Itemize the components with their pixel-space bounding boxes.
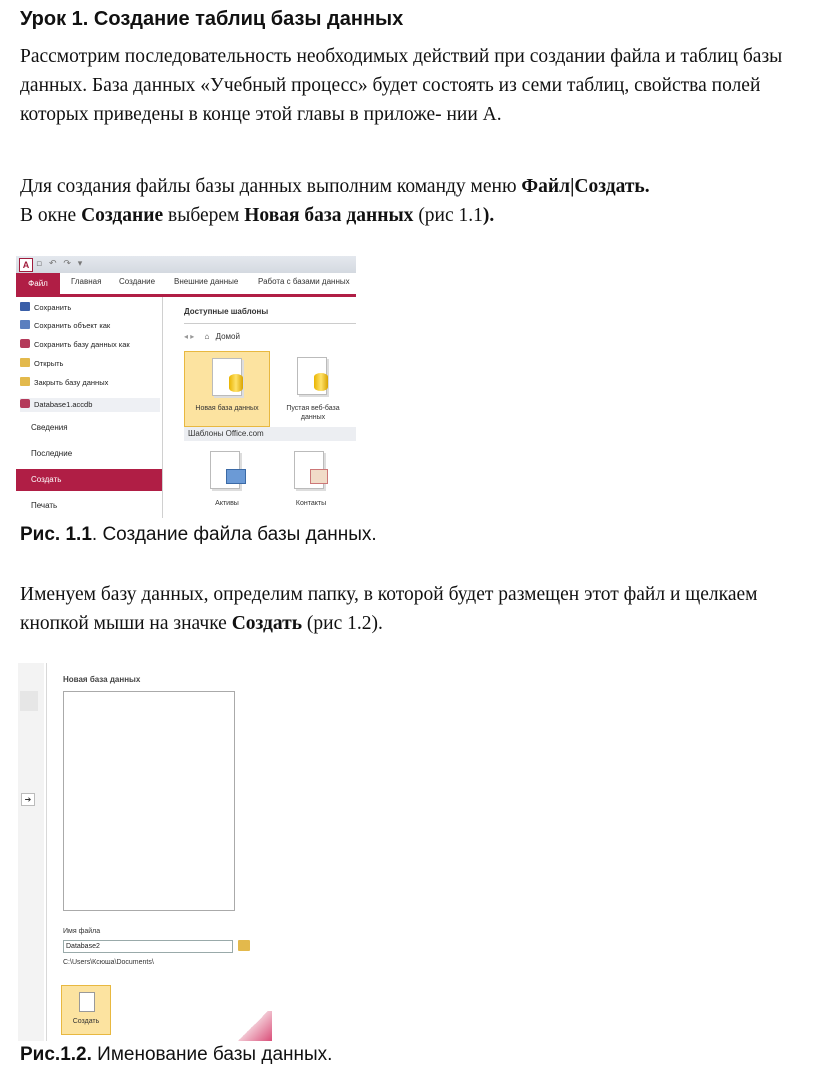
tab-create[interactable]: Создание: [119, 277, 156, 286]
create-button-reference: Создать: [231, 613, 303, 634]
menu-item-label: Открыть: [34, 359, 64, 368]
nav-arrows-icon[interactable]: ◂ ▸: [184, 332, 195, 341]
templates-pane: [164, 297, 356, 518]
create-button[interactable]: [61, 985, 111, 1035]
new-database-pane: [46, 663, 272, 1041]
section-print[interactable]: Печать: [31, 501, 58, 510]
template-blank-web-database[interactable]: [270, 351, 356, 427]
save-as-icon: [20, 320, 30, 329]
template-label: Новая база данных: [195, 405, 259, 412]
home-icon[interactable]: ⌂: [204, 332, 210, 341]
decorative-corner: [233, 1011, 272, 1041]
template-label: Пустая веб-база данных: [286, 405, 340, 421]
option-new-database: Новая база данных: [244, 205, 414, 226]
available-templates-heading: Доступные шаблоны: [184, 307, 269, 316]
section-create[interactable]: Создать: [16, 469, 162, 491]
caption-text: . Создание файла базы данных.: [91, 524, 377, 545]
figure-1-2-caption: [20, 1044, 332, 1066]
blank-document-icon: [79, 992, 95, 1012]
menu-item-open[interactable]: [20, 357, 160, 371]
contact-card-icon: [310, 469, 328, 484]
para3-text2: (рис 1.2).: [302, 613, 383, 634]
create-button-label: Создать: [72, 1018, 100, 1025]
menu-item-label: Сохранить объект как: [34, 321, 111, 330]
web-database-icon: [314, 373, 328, 391]
tab-external-data[interactable]: Внешние данные: [174, 277, 239, 286]
divider: [184, 323, 356, 324]
side-strip: [18, 663, 44, 1041]
section-recent[interactable]: Последние: [31, 449, 73, 458]
para2-text2: В окне: [20, 205, 82, 226]
file-path: C:\Users\Ксюша\Documents\: [63, 959, 154, 966]
menu-item-close-database[interactable]: [20, 376, 160, 390]
template-preview-box: [63, 691, 235, 911]
access-app-icon: A: [19, 258, 33, 272]
figure-1-2-screenshot: [18, 663, 272, 1041]
menu-item-save-database-as[interactable]: [20, 338, 160, 352]
template-label: Активы: [215, 500, 239, 507]
caption-number: Рис. 1.1: [20, 524, 92, 545]
template-label: Контакты: [295, 500, 327, 507]
browse-folder-icon[interactable]: [238, 940, 250, 951]
menu-command-file-create: Файл|Создать.: [521, 176, 650, 197]
template-new-database[interactable]: [184, 351, 270, 427]
para2-text1: Для создания файлы базы данных выполним команду меню: [20, 176, 522, 197]
template-nav-row: [184, 332, 356, 348]
folder-close-icon: [20, 377, 30, 386]
caption-number: Рис.1.2.: [20, 1044, 92, 1065]
figure-1-1-caption: [20, 524, 377, 546]
office-templates-heading: Шаблоны Office.com: [184, 427, 356, 441]
figure-1-1-screenshot: [16, 256, 356, 518]
lesson-title: Урок 1. Создание таблиц базы данных: [20, 8, 404, 30]
menu-item-label: Сохранить: [34, 303, 72, 312]
database-icon: [20, 399, 30, 408]
menu-item-save-object-as[interactable]: [20, 319, 160, 333]
menu-item-label: Сохранить базу данных как: [34, 340, 130, 349]
para2-text3: выберем: [163, 205, 245, 226]
new-database-heading: Новая база данных: [63, 675, 141, 684]
template-contacts[interactable]: [276, 447, 346, 517]
naming-paragraph: [20, 580, 806, 638]
window-name-create: Создание: [81, 205, 164, 226]
intro-paragraph: Рассмотрим последовательность необходимых действий при создании файла и таблиц базы данных. База данных «Учебный процесс» будет состоять из семи таблиц, свойства полей которых приведены в конце этой главы в приложе- нии А.: [20, 46, 783, 125]
tab-file[interactable]: Файл: [16, 273, 60, 294]
menu-item-recent-file[interactable]: [20, 398, 160, 412]
arrow-right-icon[interactable]: ➔: [21, 793, 35, 806]
caption-text: Именование базы данных.: [91, 1044, 333, 1065]
side-panel-box: [20, 691, 38, 711]
template-assets[interactable]: [192, 447, 262, 517]
tab-home[interactable]: Главная: [71, 277, 102, 286]
section-info[interactable]: Сведения: [31, 423, 68, 432]
tab-database-tools[interactable]: Работа с базами данных: [258, 277, 350, 286]
save-icon: [20, 302, 30, 311]
database-cylinder-icon: [229, 374, 243, 392]
backstage-menu: [16, 297, 163, 518]
quick-access-toolbar[interactable]: ▫ ↶ ↷ ▾: [36, 259, 85, 269]
title-bar: [16, 256, 356, 273]
nav-home-label[interactable]: Домой: [215, 332, 240, 341]
menu-item-label: Закрыть базу данных: [34, 378, 109, 387]
menu-item-label: Database1.accdb: [34, 400, 93, 409]
monitor-icon: [226, 469, 246, 484]
menu-item-save[interactable]: [20, 301, 160, 315]
folder-open-icon: [20, 358, 30, 367]
para2-text4: (рис 1.1: [413, 205, 483, 226]
file-name-input[interactable]: Database2: [63, 940, 233, 953]
ribbon-tabs: [16, 273, 356, 297]
para2-text5: ).: [482, 205, 495, 226]
database-icon: [20, 339, 30, 348]
para3-text1: Именуем базу данных, определим папку, в которой будет размещен этот файл и щелкаем кнопкой мыши на значке: [20, 584, 758, 634]
file-name-label: Имя файла: [63, 928, 101, 935]
instruction-paragraph: [20, 172, 806, 230]
